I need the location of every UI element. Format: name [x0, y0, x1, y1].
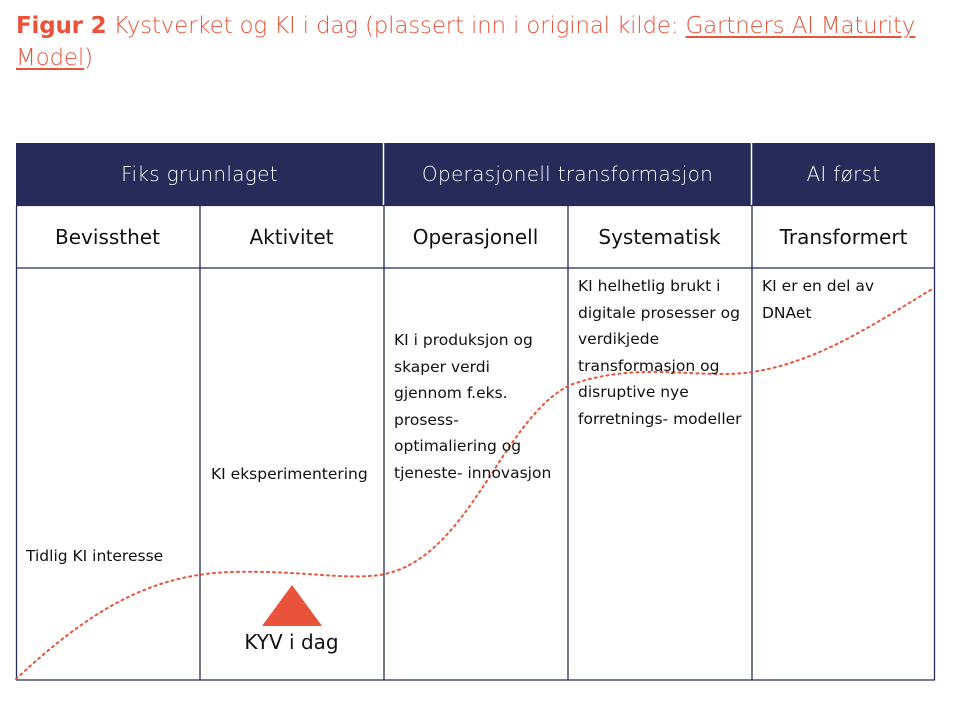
desc-transformed: KI er en del av DNAet — [762, 277, 875, 322]
source-link[interactable]: Gartners AI Maturity Model — [16, 13, 916, 71]
current-position-marker — [262, 585, 322, 626]
stage-awareness: Bevissthet — [55, 225, 160, 249]
desc-systematic: KI helhetlig brukt i digitale prosesser og verdikjede transformasjon og disruptive nye forretnings- modeller — [578, 277, 742, 428]
group-header-foundation: Fiks grunnlaget — [16, 143, 383, 205]
stage-activity: Aktivitet — [249, 225, 334, 249]
figure-label: Figur 2 — [16, 13, 107, 39]
group-header-ai-first: AI først — [752, 143, 935, 205]
desc-operational: KI i produksjon og skaper verdi gjennom f.eks. prosess- optimaliering og tjeneste- innovasjon — [394, 331, 552, 482]
group-header-operational: Operasjonell transformasjon — [384, 143, 751, 205]
stage-systematic: Systematisk — [598, 225, 721, 249]
desc-awareness: Tidlig KI interesse — [26, 547, 164, 565]
figure-title: Kystverket og KI i dag (plassert inn i original kilde: — [106, 13, 686, 39]
stage-operational: Operasjonell — [412, 225, 539, 249]
current-position-label: KYV i dag — [244, 630, 339, 654]
desc-activity: KI eksperimentering — [211, 465, 368, 483]
caption-closing: ) — [84, 45, 93, 71]
stage-transformed: Transformert — [779, 225, 908, 249]
